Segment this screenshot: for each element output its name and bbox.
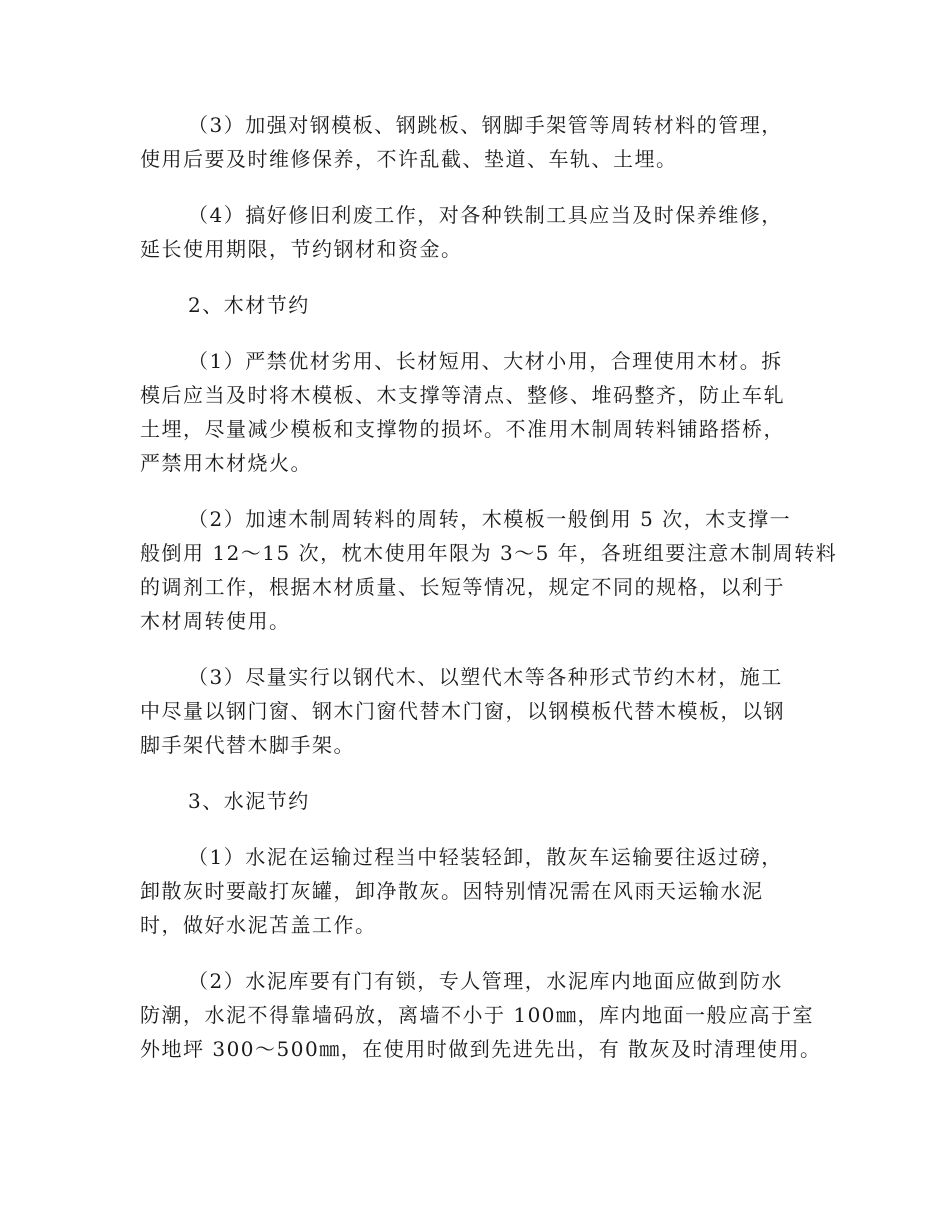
document-body bbox=[140, 108, 838, 1088]
paragraph-steel-4 bbox=[140, 198, 810, 266]
text-line: 外地坪 300～500㎜，在使用时做到先进先出，有 散灰及时清理使用。 bbox=[140, 1037, 822, 1061]
paragraph-wood-2 bbox=[140, 502, 838, 638]
text-line: 木材周转使用。 bbox=[140, 609, 291, 633]
text-line: （2）水泥库要有门有锁，专人管理，水泥库内地面应做到防水 bbox=[188, 969, 783, 993]
paragraph-cement-1 bbox=[140, 840, 810, 942]
text-line: 中尽量以钢门窗、钢木门窗代替木门窗，以钢模板代替木模板，以钢 bbox=[140, 699, 785, 723]
text-line: （1）水泥在运输过程当中轻装轻卸，散灰车运输要往返过磅， bbox=[188, 845, 783, 869]
paragraph-wood-3 bbox=[140, 660, 810, 762]
text-line: 使用后要及时维修保养，不许乱截、垫道、车轨、土埋。 bbox=[140, 147, 678, 171]
paragraph-wood-1 bbox=[140, 344, 810, 480]
text-line: （1）严禁优材劣用、长材短用、大材小用，合理使用木材。拆 bbox=[188, 349, 783, 373]
text-line: 般倒用 12～15 次，枕木使用年限为 3～5 年，各班组要注意木制周转料 bbox=[140, 541, 838, 565]
text-line: 防潮，水泥不得靠墙码放，离墙不小于 100㎜，库内地面一般应高于室 bbox=[140, 1003, 815, 1027]
text-line: 严禁用木材烧火。 bbox=[140, 451, 312, 475]
paragraph-steel-3 bbox=[140, 108, 810, 176]
text-line: 时，做好水泥苫盖工作。 bbox=[140, 913, 377, 937]
text-line: 卸散灰时要敲打灰罐，卸净散灰。因特别情况需在风雨天运输水泥 bbox=[140, 879, 764, 903]
text-line: （3）尽量实行以钢代木、以塑代木等各种形式节约木材，施工 bbox=[188, 665, 783, 689]
text-line: （2）加速木制周转料的周转，木模板一般倒用 5 次，木支撑一 bbox=[188, 507, 792, 531]
text-line: 土埋，尽量减少模板和支撑物的损坏。不准用木制周转料铺路搭桥， bbox=[140, 417, 785, 441]
paragraph-cement-2 bbox=[140, 964, 822, 1066]
heading-text: 3、水泥节约 bbox=[188, 789, 310, 813]
text-line: 脚手架代替木脚手架。 bbox=[140, 733, 355, 757]
heading-text: 2、木材节约 bbox=[188, 293, 310, 317]
text-line: （3）加强对钢模板、钢跳板、钢脚手架管等周转材料的管理， bbox=[188, 113, 783, 137]
text-line: 模后应当及时将木模板、木支撑等清点、整修、堆码整齐，防止车轧 bbox=[140, 383, 785, 407]
text-line: （4）搞好修旧利废工作，对各种铁制工具应当及时保养维修， bbox=[188, 203, 783, 227]
section-heading-cement bbox=[140, 784, 810, 818]
section-heading-wood bbox=[140, 288, 810, 322]
text-line: 延长使用期限，节约钢材和资金。 bbox=[140, 237, 463, 261]
text-line: 的调剂工作，根据木材质量、长短等情况，规定不同的规格，以利于 bbox=[140, 575, 785, 599]
